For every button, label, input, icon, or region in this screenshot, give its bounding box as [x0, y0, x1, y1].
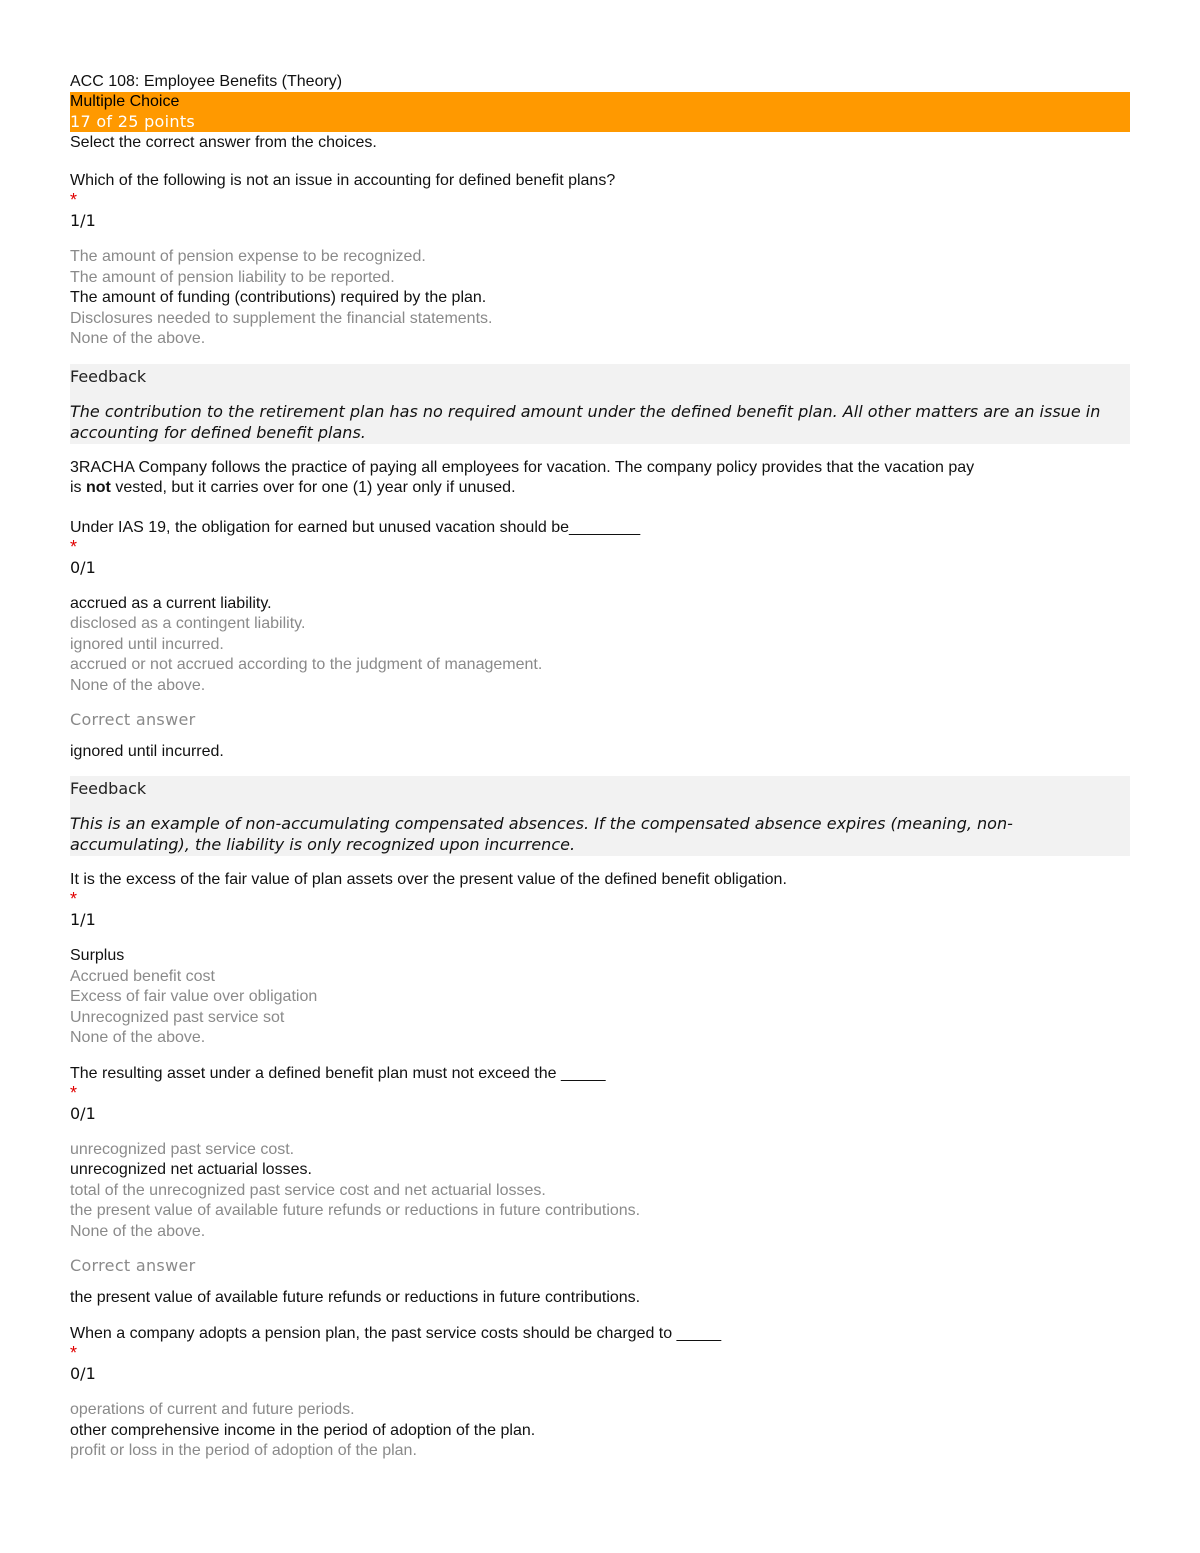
question-score: 1/1 [70, 910, 96, 929]
question-2 [70, 458, 1130, 857]
question-scenario [70, 458, 1130, 498]
answer-option[interactable]: total of the unrecognized past service cost and net actuarial losses. [70, 1181, 546, 1199]
feedback-text: The contribution to the retirement plan has no required amount under the defined benefit plan. All other matters are an issue in accounting for defined benefit plans. [70, 401, 1101, 442]
answer-option[interactable]: Accrued benefit cost [70, 967, 215, 985]
feedback-heading: Feedback [70, 779, 147, 798]
answer-option[interactable]: None of the above. [70, 330, 206, 347]
points-total: 17 of 25 points [70, 112, 196, 131]
question-score: 0/1 [70, 557, 96, 577]
question-stem: The resulting asset under a defined benefit plan must not exceed the _____ [70, 1064, 606, 1082]
answer-option[interactable]: None of the above. [70, 1222, 206, 1240]
question-score: 0/1 [70, 1364, 96, 1383]
instructions: Select the correct answer from the choices. [70, 134, 377, 151]
answer-options [70, 1140, 1130, 1243]
answer-option-selected[interactable]: Surplus [70, 947, 125, 964]
feedback-box [70, 364, 1130, 444]
answer-option-selected[interactable]: The amount of funding (contributions) required by the plan. [70, 289, 487, 306]
feedback-text: This is an example of non-accumulating compensated absences. If the compensated absence expires (meaning, non-accumulating), the liability is only recognized upon incurrence. [70, 814, 1013, 854]
answer-option-selected[interactable]: accrued as a current liability. [70, 594, 272, 612]
answer-option-selected[interactable]: unrecognized net actuarial losses. [70, 1161, 312, 1178]
answer-option[interactable]: None of the above. [70, 1029, 206, 1046]
section-title: Multiple Choice [70, 93, 180, 110]
answer-option-selected[interactable]: other comprehensive income in the period of adoption of the plan. [70, 1421, 536, 1439]
answer-option[interactable]: Excess of fair value over obligation [70, 988, 318, 1005]
question-5 [70, 1324, 1130, 1462]
answer-option[interactable]: accrued or not accrued according to the judgment of management. [70, 656, 543, 673]
question-score: 1/1 [70, 211, 96, 230]
question-score: 0/1 [70, 1103, 96, 1123]
answer-option[interactable]: Unrecognized past service sot [70, 1008, 285, 1026]
answer-option[interactable]: None of the above. [70, 676, 206, 694]
question-3 [70, 870, 1130, 1049]
answer-option[interactable]: the present value of available future refunds or reductions in future contributions. [70, 1202, 641, 1219]
section-banner [70, 92, 1130, 132]
required-asterisk: * [70, 190, 78, 210]
scenario-emphasis: not [86, 478, 111, 496]
answer-option[interactable]: Disclosures needed to supplement the financial statements. [70, 309, 493, 327]
scenario-text: is [70, 478, 86, 496]
feedback-box [70, 776, 1130, 856]
question-stem: When a company adopts a pension plan, the past service costs should be charged to _____ [70, 1325, 722, 1342]
required-asterisk: * [70, 889, 78, 909]
answer-options [70, 247, 1130, 350]
question-4 [70, 1064, 1130, 1309]
answer-options [70, 594, 1130, 697]
correct-answer-heading: Correct answer [70, 1256, 196, 1275]
page-title: ACC 108: Employee Benefits (Theory) [70, 73, 343, 90]
required-asterisk: * [70, 1082, 78, 1103]
scenario-line-1: 3RACHA Company follows the practice of paying all employees for vacation. The company policy provides that the vacation pay [70, 458, 975, 476]
question-1 [70, 171, 1130, 444]
answer-option[interactable]: profit or loss in the period of adoption of the plan. [70, 1442, 417, 1459]
quiz-page [70, 72, 1130, 1462]
answer-option[interactable]: unrecognized past service cost. [70, 1140, 295, 1158]
correct-answer-heading: Correct answer [70, 710, 196, 729]
correct-answer-text: ignored until incurred. [70, 743, 224, 760]
question-stem: Under IAS 19, the obligation for earned but unused vacation should be________ [70, 518, 641, 536]
scenario-text: vested, but it carries over for one (1) year only if unused. [110, 478, 516, 496]
required-asterisk: * [70, 536, 78, 557]
answer-option[interactable]: The amount of pension liability to be reported. [70, 268, 395, 286]
answer-option[interactable]: The amount of pension expense to be recognized. [70, 248, 426, 265]
answer-option[interactable]: operations of current and future periods. [70, 1401, 355, 1418]
question-stem: Which of the following is not an issue in accounting for defined benefit plans? [70, 172, 616, 189]
required-asterisk: * [70, 1343, 78, 1363]
answer-options [70, 1400, 1130, 1462]
correct-answer-text: the present value of available future refunds or reductions in future contributions. [70, 1289, 641, 1306]
answer-options [70, 946, 1130, 1049]
answer-option[interactable]: ignored until incurred. [70, 635, 224, 653]
answer-option[interactable]: disclosed as a contingent liability. [70, 615, 306, 632]
feedback-heading: Feedback [70, 366, 147, 386]
question-stem: It is the excess of the fair value of plan assets over the present value of the defined benefit obligation. [70, 871, 787, 888]
